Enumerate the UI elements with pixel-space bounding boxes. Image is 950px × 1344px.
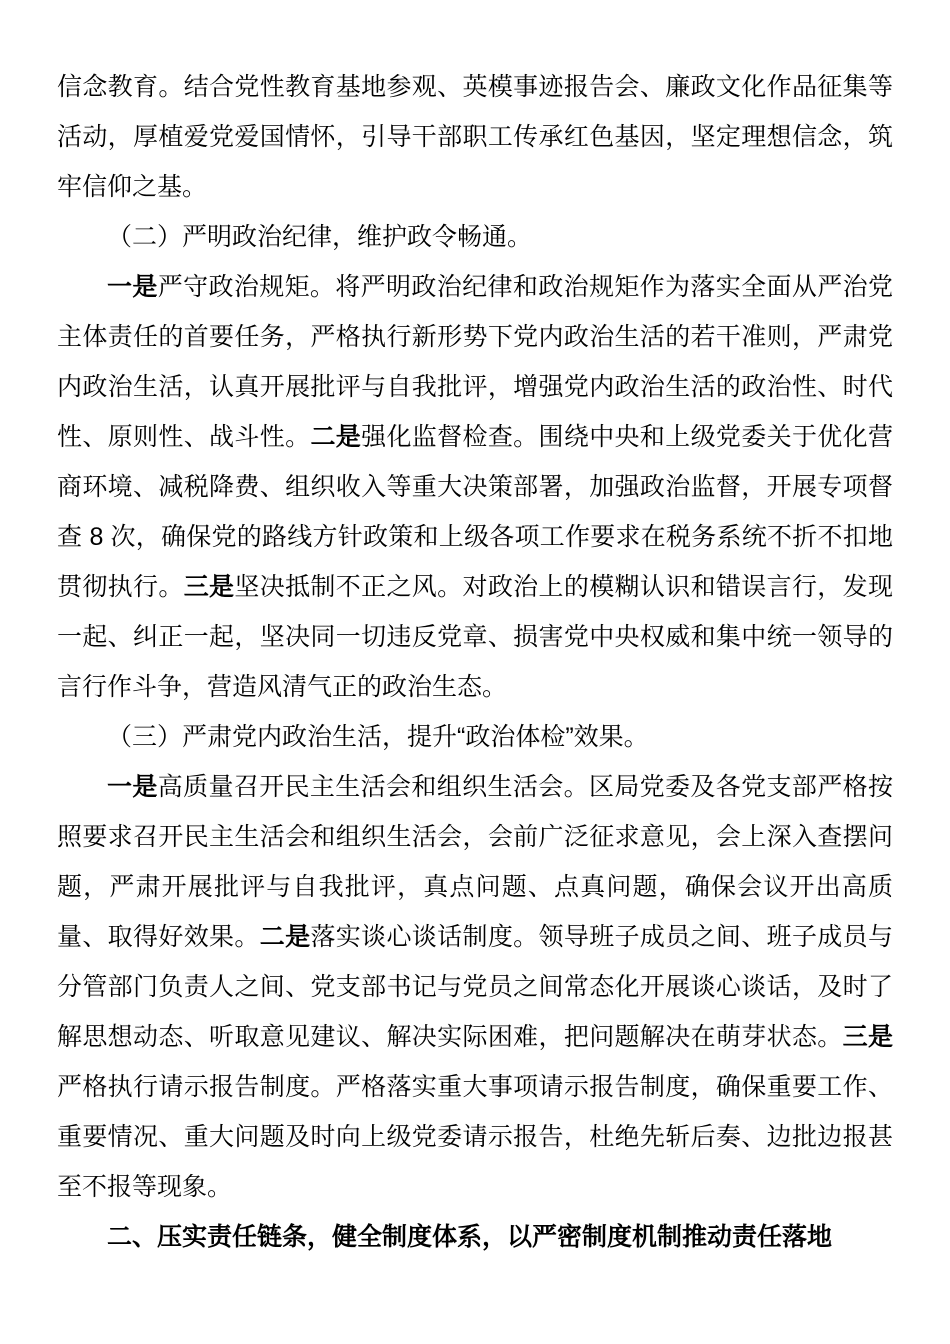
text-run: 一是 bbox=[107, 273, 158, 301]
subheading-item-3 bbox=[57, 712, 893, 762]
text-run: 三是 bbox=[183, 573, 235, 601]
text-run: 坚决抵制不正之风。对政治上的模糊认识和错误言行，发现一起、纠正一起，坚决同一切违反党章、损害党中央权威和集中统一领导的言行作斗争，营造风清气正的政治生态。 bbox=[57, 573, 893, 701]
text-run: 信念教育。结合党性教育基地参观、英模事迹报告会、廉政文化作品征集等活动，厚植爱党爱国情怀，引导干部职工传承红色基因，坚定理想信念，筑牢信仰之基。 bbox=[57, 73, 893, 201]
section-heading-2 bbox=[57, 1212, 893, 1262]
paragraph-continuation bbox=[57, 62, 893, 212]
document-body bbox=[57, 62, 893, 1262]
text-run: 高质量召开民主生活会和组织生活会。区局党委及各党支部严格按照要求召开民主生活会和组织生活会，会前广泛征求意见，会上深入查摆问题，严肃开展批评与自我批评，真点问题、点真问题，确保会议开出高质量、取得好效果。 bbox=[57, 773, 893, 951]
text-run: 严守政治规矩。将严明政治纪律和政治规矩作为落实全面从严治党主体责任的首要任务，严格执行新形势下党内政治生活的若干准则，严肃党内政治生活，认真开展批评与自我批评，增强党内政治生活的政治性、时代性、原则性、战斗性。 bbox=[57, 273, 893, 451]
text-run: 二、压实责任链条，健全制度体系，以严密制度机制推动责任落地 bbox=[107, 1223, 833, 1251]
text-run: （二）严明政治纪律，维护政令畅通。 bbox=[107, 223, 533, 251]
text-run: 严格执行请示报告制度。严格落实重大事项请示报告制度，确保重要工作、重要情况、重大问题及时向上级党委请示报告，杜绝先斩后奏、边批边报甚至不报等现象。 bbox=[57, 1073, 893, 1201]
text-run: 一是 bbox=[107, 773, 158, 801]
text-run: 三是 bbox=[842, 1023, 893, 1051]
text-run: 二是 bbox=[310, 423, 362, 451]
text-run: （三）严肃党内政治生活，提升“政治体检”效果。 bbox=[107, 723, 649, 751]
text-run: 二是 bbox=[259, 923, 311, 951]
text-run: 强化监督检查。围绕中央和上级党委关于优化营商环境、减税降费、组织收入等重大决策部署，加强政治监督，开展专项督查 8 次，确保党的路线方针政策和上级各项工作要求在税务系统不折不扣地贯彻执行。 bbox=[57, 423, 893, 601]
text-run: 落实谈心谈话制度。领导班子成员之间、班子成员与分管部门负责人之间、党支部书记与党员之间常态化开展谈心谈话，及时了解思想动态、听取意见建议、解决实际困难，把问题解决在萌芽状态。 bbox=[57, 923, 893, 1051]
paragraph-political-discipline bbox=[57, 262, 893, 712]
paragraph-political-life bbox=[57, 762, 893, 1212]
subheading-item-2 bbox=[57, 212, 893, 262]
